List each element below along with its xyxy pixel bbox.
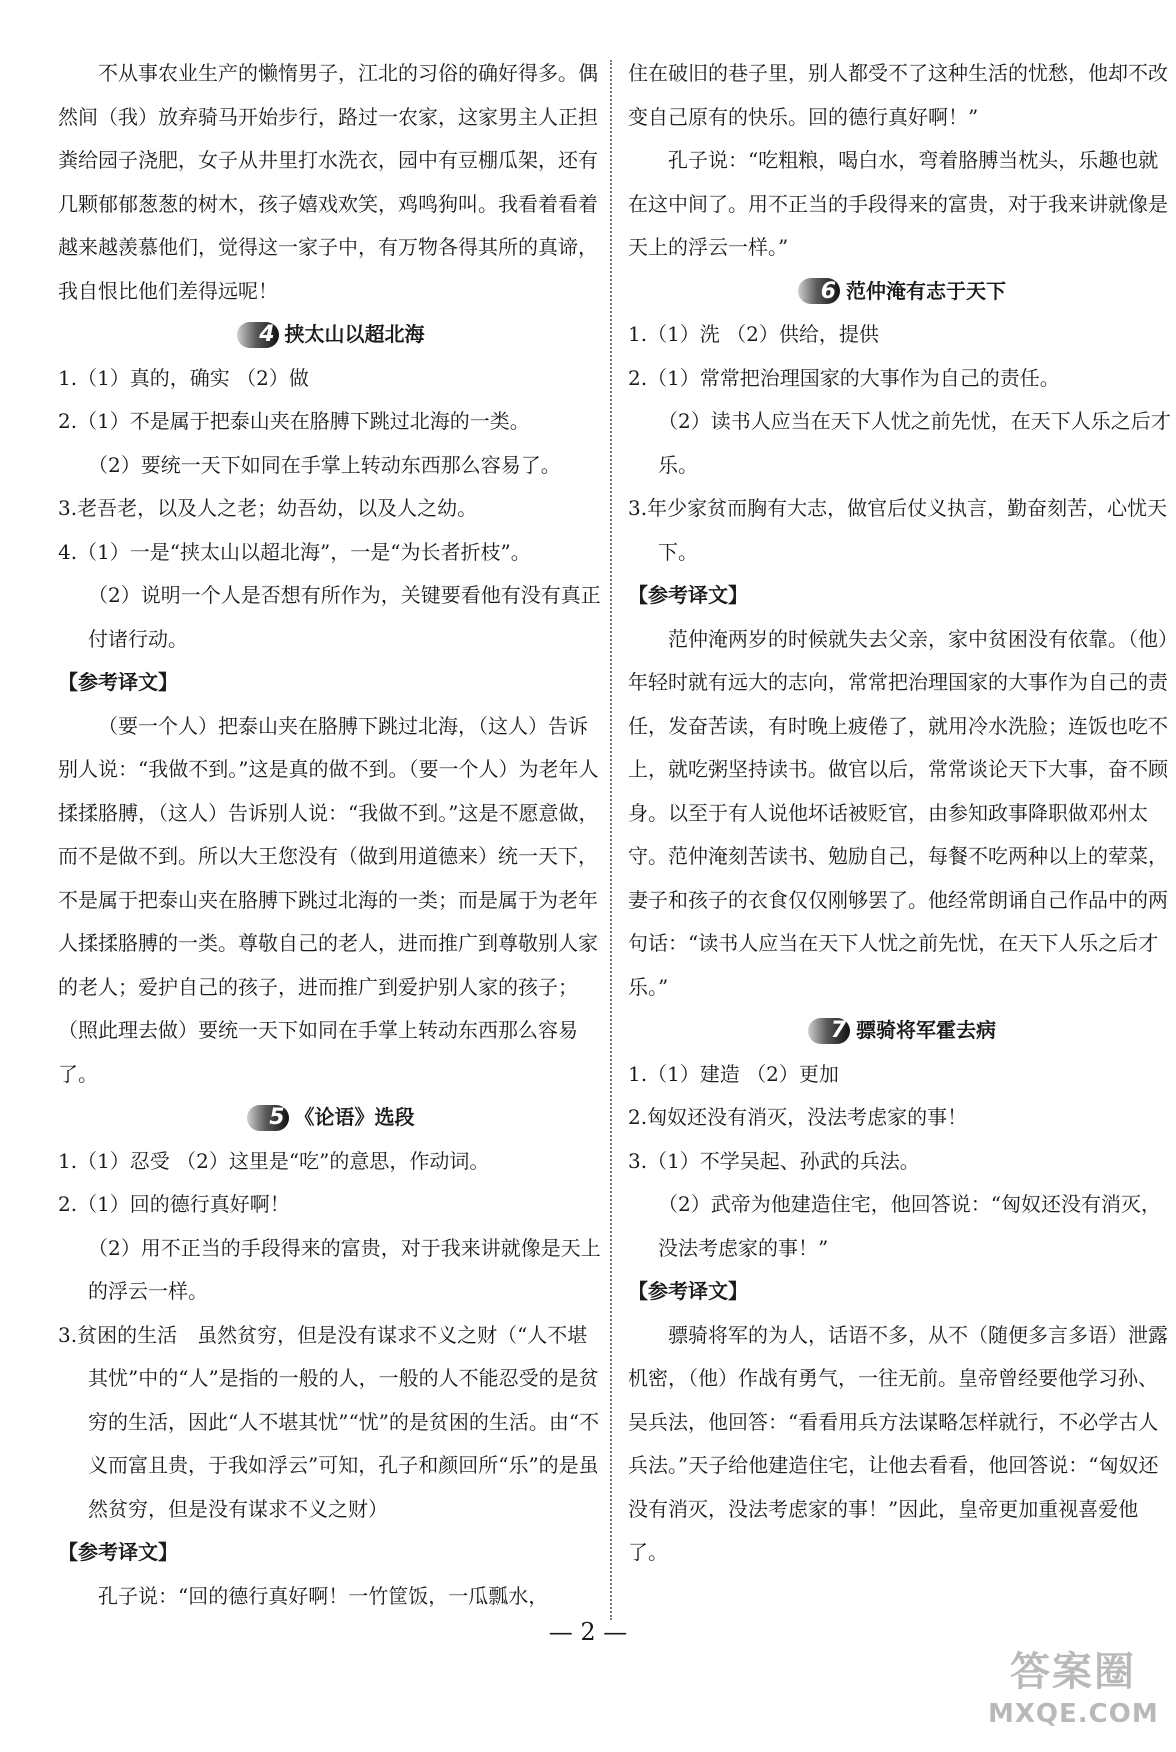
answer-3-1: 3.（1）不学吴起、孙武的兵法。	[628, 1148, 920, 1173]
watermark-seal: 答案圈	[1010, 1649, 1136, 1695]
reference-text-continued: 住在破旧的巷子里，别人都受不了这种生活的忧愁，他却不改变自己原有的快乐。回的德行真好啊！”	[628, 61, 1168, 129]
answer-2-2: （2）要统一天下如同在手掌上转动东西那么容易了。	[88, 452, 561, 477]
reference-text: 范仲淹两岁的时候就失去父亲，家中贫困没有依靠。（他）年轻时就有远大的志向，常常把治理国家的大事作为自己的责任，发奋苦读，有时晚上疲倦了，就用冷水洗脸；连饭也吃不上，就吃粥坚持读书。做官以后，常常谈论天下大事，奋不顾身。以至于有人说他坏话被贬官，由参知政事降职做邓州太守。范仲淹刻苦读书、勉励自己，每餐不吃两种以上的荤菜，妻子和孩子的衣食仅仅刚够罢了。他经常朗诵自己作品中的两句话：“读书人应当在天下人忧之前先忧，在天下人乐之后才乐。”	[628, 626, 1168, 999]
lesson-6-heading	[628, 270, 1176, 314]
lesson-badge-icon: 7	[808, 1018, 850, 1044]
watermark-logo	[988, 1647, 1158, 1742]
reference-label: 【参考译文】	[628, 583, 748, 607]
lesson-4-heading	[58, 313, 603, 357]
answer-3: 3.贫困的生活 虽然贫穷，但是没有谋求不义之财（“人不堪其忧”中的“人”是指的一般的人，一般的人不能忍受的是贫穷的生活，因此“人不堪其忧”“忧”的是贫困的生活。由“不义而富且贵，于我如浮云”可知，孔子和颜回所“乐”的是虽然贫穷，但是没有谋求不义之财）	[58, 1322, 600, 1521]
answer-1: 1.（1）忍受 （2）这里是“吃”的意思，作动词。	[58, 1148, 490, 1173]
intro-paragraph: 不从事农业生产的懒惰男子，江北的习俗的确好得多。偶然间（我）放弃骑马开始步行，路过一农家，这家男主人正担粪给园子浇肥，女子从井里打水洗衣，园中有豆棚瓜架，还有几颗郁郁葱葱的树木，孩子嬉戏欢笑，鸡鸣狗叫。我看着看着越来越羡慕他们，觉得这一家子中，有万物各得其所的真谛，我自恨比他们差得远呢！	[58, 61, 598, 303]
answer-3-2: （2）武帝为他建造住宅，他回答说：“匈奴还没有消灭，没法考虑家的事！”	[658, 1192, 1161, 1260]
left-column	[58, 52, 603, 1618]
answer-2-2: （2）读书人应当在天下人忧之前先忧，在天下人乐之后才乐。	[658, 409, 1171, 477]
lesson-5-heading	[58, 1096, 603, 1140]
answer-2-1: 2.（1）常常把治理国家的大事作为自己的责任。	[628, 365, 1060, 390]
reference-label: 【参考译文】	[58, 1540, 178, 1564]
lesson-7-heading	[628, 1009, 1176, 1053]
right-column	[628, 52, 1176, 1575]
lesson-title: 《论语》选段	[294, 1105, 415, 1129]
answer-1: 1.（1）建造 （2）更加	[628, 1061, 839, 1086]
page-number: — 2 —	[548, 1618, 628, 1646]
lesson-badge-icon: 6	[798, 278, 840, 304]
answer-3: 3.老吾老，以及人之老；幼吾幼，以及人之幼。	[58, 496, 478, 520]
answer-2-2: （2）用不正当的手段得来的富贵，对于我来讲就像是天上的浮云一样。	[88, 1235, 601, 1303]
reference-text: 骠骑将军的为人，话语不多，从不（随便多言多语）泄露机密，（他）作战有勇气，一往无前。皇帝曾经要他学习孙、吴兵法，他回答：“看看用兵方法谋略怎样就行，不必学古人兵法。”天子给他建造住宅，让他去看看，他回答说：“匈奴还没有消灭，没法考虑家的事！”因此，皇帝更加重视喜爱他了。	[628, 1322, 1168, 1564]
answer-4-1: 4.（1）一是“挟太山以超北海”，一是“为长者折枝”。	[58, 539, 531, 564]
column-divider	[610, 60, 612, 1620]
watermark-url: MXQE.COM	[988, 1699, 1159, 1729]
reference-text-continued-2: 孔子说：“吃粗粮，喝白水，弯着胳膊当枕头，乐趣也就在这中间了。用不正当的手段得来的富贵，对于我来讲就像是天上的浮云一样。”	[628, 148, 1168, 259]
answer-3: 3.年少家贫而胸有大志，做官后仗义执言，勤奋刻苦，心忧天下。	[628, 496, 1168, 564]
answer-2-1: 2.（1）不是属于把泰山夹在胳膊下跳过北海的一类。	[58, 409, 530, 433]
answer-4-2: （2）说明一个人是否想有所作为，关键要看他有没有真正付诸行动。	[88, 583, 601, 651]
reference-text: 孔子说：“回的德行真好啊！一竹筐饭，一瓜瓢水，	[98, 1583, 549, 1608]
answer-1: 1.（1）真的，确实 （2）做	[58, 365, 309, 390]
answer-2-1: 2.（1）回的德行真好啊！	[58, 1192, 290, 1216]
lesson-title: 挟太山以超北海	[284, 322, 425, 346]
lesson-badge-icon: 5	[247, 1105, 289, 1131]
answer-1: 1.（1）洗 （2）供给，提供	[628, 322, 879, 346]
reference-label: 【参考译文】	[628, 1279, 748, 1303]
reference-label: 【参考译文】	[58, 670, 178, 694]
lesson-badge-icon: 4	[237, 322, 279, 348]
reference-text: （要一个人）把泰山夹在胳膊下跳过北海，（这人）告诉别人说：“我做不到。”这是真的做不到。（要一个人）为老年人揉揉胳膊，（这人）告诉别人说：“我做不到。”这是不愿意做，而不是做不到。所以大王您没有（做到用道德来）统一天下，不是属于把泰山夹在胳膊下跳过北海的一类；而是属于为老年人揉揉胳膊的一类。尊敬自己的老人，进而推广到尊敬别人家的老人；爱护自己的孩子，进而推广到爱护别人家的孩子；（照此理去做）要统一天下如同在手掌上转动东西那么容易了。	[58, 713, 599, 1086]
lesson-title: 骠骑将军霍去病	[856, 1018, 996, 1042]
lesson-title: 范仲淹有志于天下	[846, 278, 1006, 303]
answer-2: 2.匈奴还没有消灭，没法考虑家的事！	[628, 1105, 968, 1129]
